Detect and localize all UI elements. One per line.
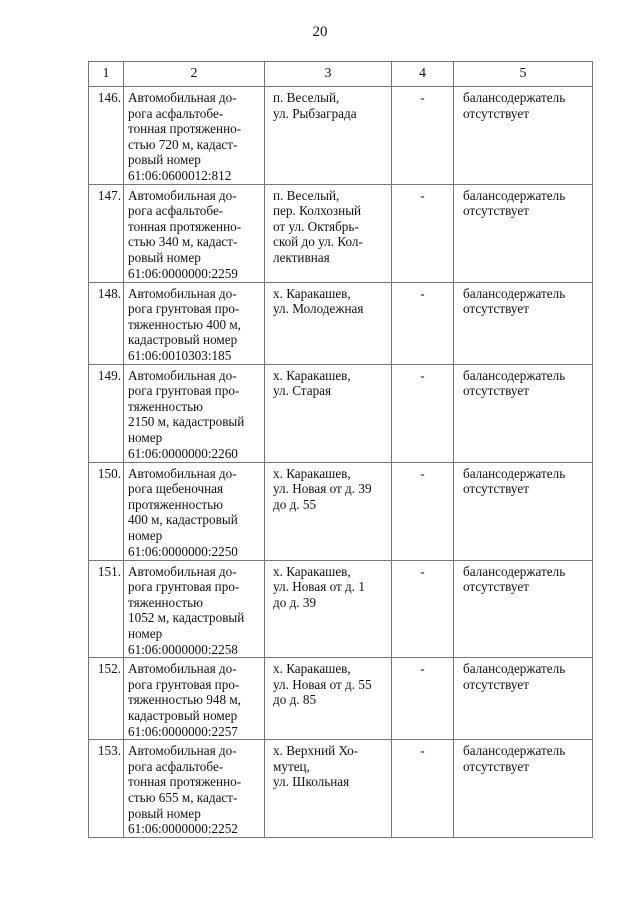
- table-row: [89, 740, 593, 838]
- table-row: [89, 184, 593, 282]
- owner-status: балансодержатель отсутствует: [454, 282, 593, 364]
- column-4-value: -: [392, 87, 454, 185]
- column-4-value: -: [392, 658, 454, 740]
- road-description: Автомобильная до- рога грунтовая про- тяженностью 400 м, кадастровый номер 61:06:0010303:185: [124, 282, 265, 364]
- table-header-row: [89, 62, 593, 87]
- page-number: 20: [312, 24, 328, 40]
- row-number: 147.: [89, 184, 124, 282]
- road-description: Автомобильная до- рога грунтовая про- тяженностью 2150 м, кадастровый номер 61:06:0000000:2260: [124, 364, 265, 462]
- owner-status: балансодержатель отсутствует: [454, 184, 593, 282]
- owner-status: балансодержатель отсутствует: [454, 364, 593, 462]
- column-4-value: -: [392, 184, 454, 282]
- road-address: х. Каракашев, ул. Старая: [265, 364, 392, 462]
- column-4-value: -: [392, 462, 454, 560]
- roads-table: [88, 61, 593, 838]
- road-description: Автомобильная до- рога асфальтобе- тонная протяженно- стью 655 м, кадаст- ровый номер 61:06:0000000:2252: [124, 740, 265, 838]
- row-number: 146.: [89, 87, 124, 185]
- row-number: 150.: [89, 462, 124, 560]
- table-row: [89, 560, 593, 658]
- road-address: х. Каракашев, ул. Новая от д. 39 до д. 55: [265, 462, 392, 560]
- road-address: п. Веселый, ул. Рыбзаграда: [265, 87, 392, 185]
- road-address: х. Каракашев, ул. Молодежная: [265, 282, 392, 364]
- column-4-value: -: [392, 560, 454, 658]
- road-description: Автомобильная до- рога щебеночная протяженностью 400 м, кадастровый номер 61:06:0000000:2250: [124, 462, 265, 560]
- owner-status: балансодержатель отсутствует: [454, 658, 593, 740]
- road-address: п. Веселый, пер. Колхозный от ул. Октябрь- ской до ул. Кол- лективная: [265, 184, 392, 282]
- column-4-value: -: [392, 282, 454, 364]
- road-description: Автомобильная до- рога асфальтобе- тонная протяженно- стью 720 м, кадаст- ровый номер 61:06:0600012:812: [124, 87, 265, 185]
- table-row: [89, 87, 593, 185]
- row-number: 148.: [89, 282, 124, 364]
- owner-status: балансодержатель отсутствует: [454, 740, 593, 838]
- road-description: Автомобильная до- рога грунтовая про- тяженностью 948 м, кадастровый номер 61:06:0000000:2257: [124, 658, 265, 740]
- row-number: 152.: [89, 658, 124, 740]
- road-address: х. Каракашев, ул. Новая от д. 1 до д. 39: [265, 560, 392, 658]
- owner-status: балансодержатель отсутствует: [454, 87, 593, 185]
- road-address: х. Верхний Хо- мутец, ул. Школьная: [265, 740, 392, 838]
- owner-status: балансодержатель отсутствует: [454, 560, 593, 658]
- road-description: Автомобильная до- рога асфальтобе- тонная протяженно- стью 340 м, кадаст- ровый номер 61:06:0000000:2259: [124, 184, 265, 282]
- owner-status: балансодержатель отсутствует: [454, 462, 593, 560]
- column-4-value: -: [392, 364, 454, 462]
- table-row: [89, 462, 593, 560]
- column-4-value: -: [392, 740, 454, 838]
- table-row: [89, 364, 593, 462]
- road-address: х. Каракашев, ул. Новая от д. 55 до д. 85: [265, 658, 392, 740]
- row-number: 153.: [89, 740, 124, 838]
- row-number: 151.: [89, 560, 124, 658]
- table-row: [89, 658, 593, 740]
- column-header-4: 4: [392, 62, 454, 87]
- column-header-1: 1: [89, 62, 124, 87]
- table-row: [89, 282, 593, 364]
- row-number: 149.: [89, 364, 124, 462]
- column-header-2: 2: [124, 62, 265, 87]
- column-header-5: 5: [454, 62, 593, 87]
- column-header-3: 3: [265, 62, 392, 87]
- road-description: Автомобильная до- рога грунтовая про- тяженностью 1052 м, кадастровый номер 61:06:0000000:2258: [124, 560, 265, 658]
